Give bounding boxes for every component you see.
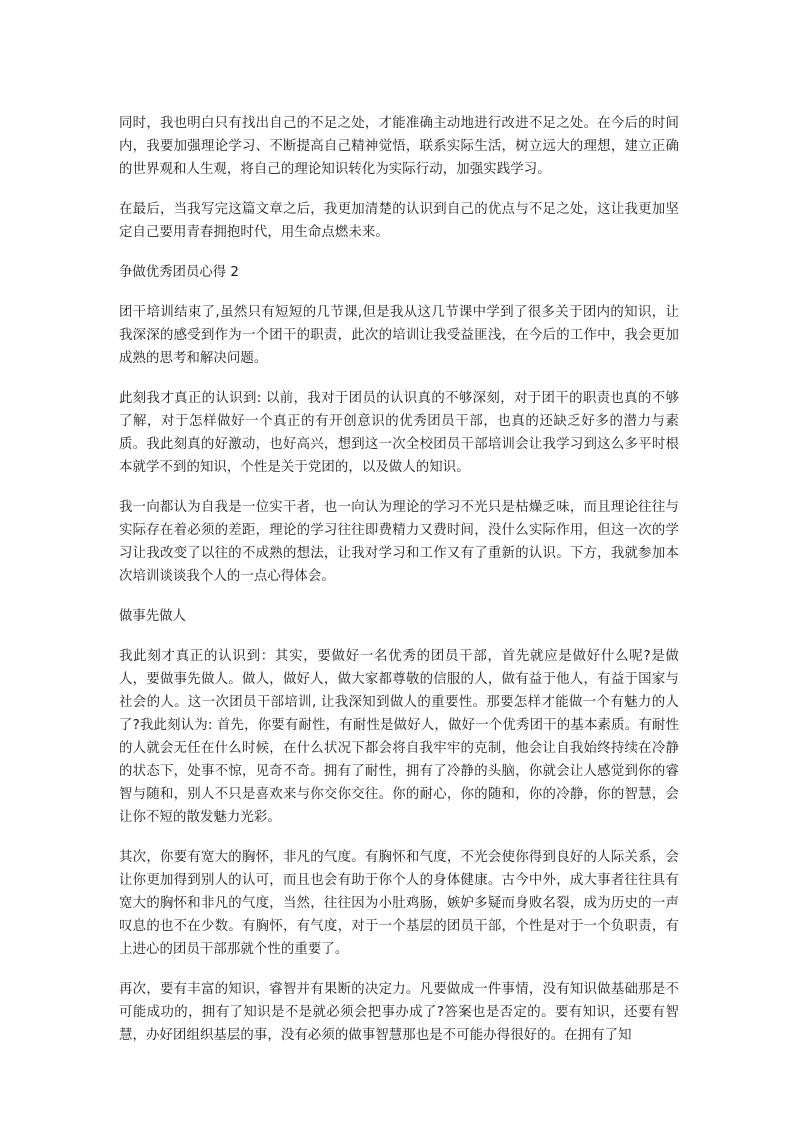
paragraph-gap bbox=[119, 961, 679, 978]
section-heading-conduct: 做事先做人 bbox=[119, 609, 186, 624]
section-heading-2: 争做优秀团员心得 2 bbox=[119, 265, 239, 280]
paragraph-training-ended: 团干培训结束了,虽然只有短短的几节课,但是我从这几节课中学到了很多关于团内的知识，让我深深的感受到作为一个团干的职责，此次的培训让我受益匪浅，在今后的工作中，我会更加成熟的思考和解决问题。 bbox=[119, 305, 679, 366]
paragraph-realization: 此刻我才真正的认识到: 以前，我对于团员的认识真的不够深刻，对于团干的职责也真的不够了解，对于怎样做好一个真正的有开创意识的优秀团员干部，也真的还缺乏好多的潜力与素质。我此刻真的好激动，也好高兴，想到这一次全校团员干部培训会让我学习到这么多平时根本就学不到的知识，个性是关于党团的，以及做人的知识。 bbox=[119, 391, 679, 475]
paragraph-gap bbox=[119, 370, 679, 387]
paragraph-gap bbox=[119, 628, 679, 645]
paragraph-gap bbox=[119, 588, 679, 605]
paragraph-gap bbox=[119, 829, 679, 846]
paragraph-gap bbox=[119, 244, 679, 261]
paragraph-gap bbox=[119, 181, 679, 198]
paragraph-broad-mind: 其次，你要有宽大的胸怀，非凡的气度。有胸怀和气度，不光会使你得到良好的人际关系，会让你更加得到别人的认可，而且也会有助于你个人的身体健康。古今中外，成大事者往往具有宽大的胸怀和非凡的气度，当然，往往因为小肚鸡肠，嫉妒多疑而身败名裂，成为历史的一声叹息的也不在少数。有胸怀，有气度，对于一个基层的团员干部，个性是对于一个负职责，有上进心的团员干部那就个性的重要了。 bbox=[119, 850, 679, 957]
document-body bbox=[119, 112, 679, 1047]
paragraph-knowledge: 再次，要有丰富的知识，睿智并有果断的决定力。凡要做成一件事情，没有知识做基础那是不可能成功的，拥有了知识是不是就必须会把事办成了?答案也是否定的。要有知识，还要有智慧，办好团组织基层的事，没有必须的做事智慧那也是不可能办得很好的。在拥有了知 bbox=[119, 982, 679, 1043]
paragraph-gap bbox=[119, 479, 679, 496]
paragraph-patience: 我此刻才真正的认识到：其实，要做好一名优秀的团员干部，首先就应是做好什么呢?是做人，要做事先做人。做人，做好人，做大家都尊敬的信服的人，做有益于他人，有益于国家与社会的人。这一次团员干部培训, 让我深知到做人的重要性。那要怎样才能做一个有魅力的人了?我此刻认为: 首先，你要有耐性，有耐性是做好人，做好一个优秀团干的基本素质。有耐性的人就会无任在什么时候，在什么状况下都会将自我牢牢的克制，他会让自我始终持续在冷静的状态下，处事不惊，见奇不奇。拥有了耐性，拥有了冷静的头脑，你就会让人感觉到你的睿智与随和，别人不只是喜欢来与你交你交往。你的耐心，你的随和，你的冷静，你的智慧，会让你不短的散发魅力光彩。 bbox=[119, 649, 679, 825]
paragraph-gap bbox=[119, 284, 679, 301]
paragraph-self-improvement: 同时，我也明白只有找出自己的不足之处，才能准确主动地进行改进不足之处。在今后的时间内，我要加强理论学习、不断提高自己精神觉悟，联系实际生活，树立远大的理想，建立正确的世界观和人生观，将自己的理论知识转化为实际行动，加强实践学习。 bbox=[119, 116, 679, 177]
paragraph-theory-learning: 我一向都认为自我是一位实干者，也一向认为理论的学习不光只是枯燥乏味，而且理论往往与实际存在着必须的差距，理论的学习往往即费精力又费时间，没什么实际作用，但这一次的学习让我改变了以往的不成熟的想法，让我对学习和工作又有了重新的认识。下方，我就参加本次培训谈谈我个人的一点心得体会。 bbox=[119, 500, 679, 584]
paragraph-conclusion: 在最后，当我写完这篇文章之后，我更加清楚的认识到自己的优点与不足之处，这让我更加坚定自己要用青春拥抱时代，用生命点燃未来。 bbox=[119, 202, 679, 240]
